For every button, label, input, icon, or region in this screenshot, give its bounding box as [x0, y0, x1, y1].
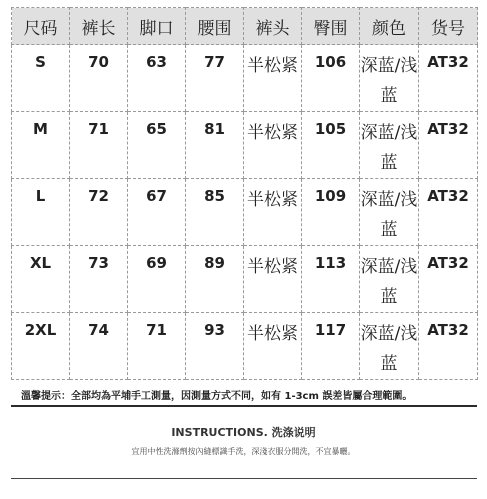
cell-size: [12, 179, 70, 246]
sku-value: AT32: [427, 53, 469, 71]
cell-hip: [302, 313, 360, 380]
cell-hip: [302, 112, 360, 179]
hip-value: 117: [314, 321, 347, 339]
cell-size: [12, 112, 70, 179]
table-row: [12, 45, 478, 112]
waistband-value: 半松紧: [247, 123, 298, 143]
table-row: [12, 246, 478, 313]
length-value: 71: [88, 120, 109, 138]
size-value: XL: [29, 254, 52, 272]
cell-size: [12, 246, 70, 313]
cell-length: [70, 246, 128, 313]
color-value: 深蓝/浅蓝: [360, 190, 418, 240]
cell-hem: [128, 112, 186, 179]
sku-value: AT32: [427, 187, 469, 205]
cell-waistband: [244, 246, 302, 313]
waistband-value: 半松紧: [247, 324, 298, 344]
sku-value: AT32: [427, 254, 469, 272]
waist-value: 85: [204, 187, 225, 205]
size-value: S: [35, 53, 46, 71]
cell-color: [360, 179, 419, 246]
waistband-value: 半松紧: [247, 56, 298, 76]
size-chart-table: [11, 7, 478, 380]
color-value: 深蓝/浅蓝: [360, 257, 418, 307]
color-value: 深蓝/浅蓝: [360, 56, 418, 106]
cell-color: [360, 45, 419, 112]
waist-value: 81: [204, 120, 225, 138]
cell-size: [12, 45, 70, 112]
hip-value: 113: [314, 254, 347, 272]
cell-waist: [186, 179, 244, 246]
cell-waistband: [244, 179, 302, 246]
length-value: 72: [88, 187, 109, 205]
cell-waist: [186, 246, 244, 313]
header-row: [12, 8, 478, 45]
cell-waist: [186, 45, 244, 112]
cell-waistband: [244, 45, 302, 112]
hip-value: 106: [314, 53, 347, 71]
hip-value: 109: [314, 187, 347, 205]
cell-waist: [186, 313, 244, 380]
cell-length: [70, 45, 128, 112]
cell-length: [70, 179, 128, 246]
cell-hip: [302, 179, 360, 246]
size-value: M: [33, 120, 48, 138]
sku-value: AT32: [427, 321, 469, 339]
table-row: [12, 112, 478, 179]
header-waistband: 裤头: [244, 8, 302, 45]
cell-hem: [128, 246, 186, 313]
header-length: 裤长: [70, 8, 128, 45]
length-value: 74: [88, 321, 109, 339]
waist-value: 77: [204, 53, 225, 71]
cell-hip: [302, 246, 360, 313]
measurement-note: 溫馨提示：全部均為平埔手工測量，因測量方式不同，如有 1-3cm 誤差皆屬合理範圍。: [21, 391, 413, 402]
sku-value: AT32: [427, 120, 469, 138]
cell-hem: [128, 45, 186, 112]
cell-sku: [419, 45, 478, 112]
table-row: [12, 179, 478, 246]
cell-color: [360, 246, 419, 313]
cell-color: [360, 313, 419, 380]
color-value: 深蓝/浅蓝: [360, 324, 418, 374]
hem-value: 71: [146, 321, 167, 339]
instructions-text: 宜用中性洗滌劑按內縫標識手洗，深淺衣服分開洗，不宜暴曬。: [131, 447, 356, 456]
waistband-value: 半松紧: [247, 190, 298, 210]
color-value: 深蓝/浅蓝: [360, 123, 418, 173]
table-row: [12, 313, 478, 380]
header-sku: 货号: [419, 8, 478, 45]
cell-color: [360, 112, 419, 179]
waistband-value: 半松紧: [247, 257, 298, 277]
cell-hip: [302, 45, 360, 112]
cell-sku: [419, 246, 478, 313]
cell-sku: [419, 313, 478, 380]
divider: [11, 478, 477, 479]
waist-value: 93: [204, 321, 225, 339]
cell-sku: [419, 112, 478, 179]
cell-hem: [128, 179, 186, 246]
cell-length: [70, 313, 128, 380]
header-hem: 脚口: [128, 8, 186, 45]
hem-value: 67: [146, 187, 167, 205]
length-value: 70: [88, 53, 109, 71]
cell-size: [12, 313, 70, 380]
divider: [11, 405, 477, 407]
waist-value: 89: [204, 254, 225, 272]
hem-value: 65: [146, 120, 167, 138]
size-value: 2XL: [24, 321, 57, 339]
hip-value: 105: [314, 120, 347, 138]
hem-value: 63: [146, 53, 167, 71]
header-size: 尺码: [12, 8, 70, 45]
hem-value: 69: [146, 254, 167, 272]
header-hip: 臀围: [302, 8, 360, 45]
length-value: 73: [88, 254, 109, 272]
header-waist: 腰围: [186, 8, 244, 45]
instructions-title: INSTRUCTIONS. 洗涤说明: [171, 426, 316, 439]
header-color: 颜色: [360, 8, 419, 45]
cell-hem: [128, 313, 186, 380]
cell-waist: [186, 112, 244, 179]
cell-length: [70, 112, 128, 179]
cell-waistband: [244, 313, 302, 380]
cell-sku: [419, 179, 478, 246]
cell-waistband: [244, 112, 302, 179]
size-value: L: [35, 187, 46, 205]
